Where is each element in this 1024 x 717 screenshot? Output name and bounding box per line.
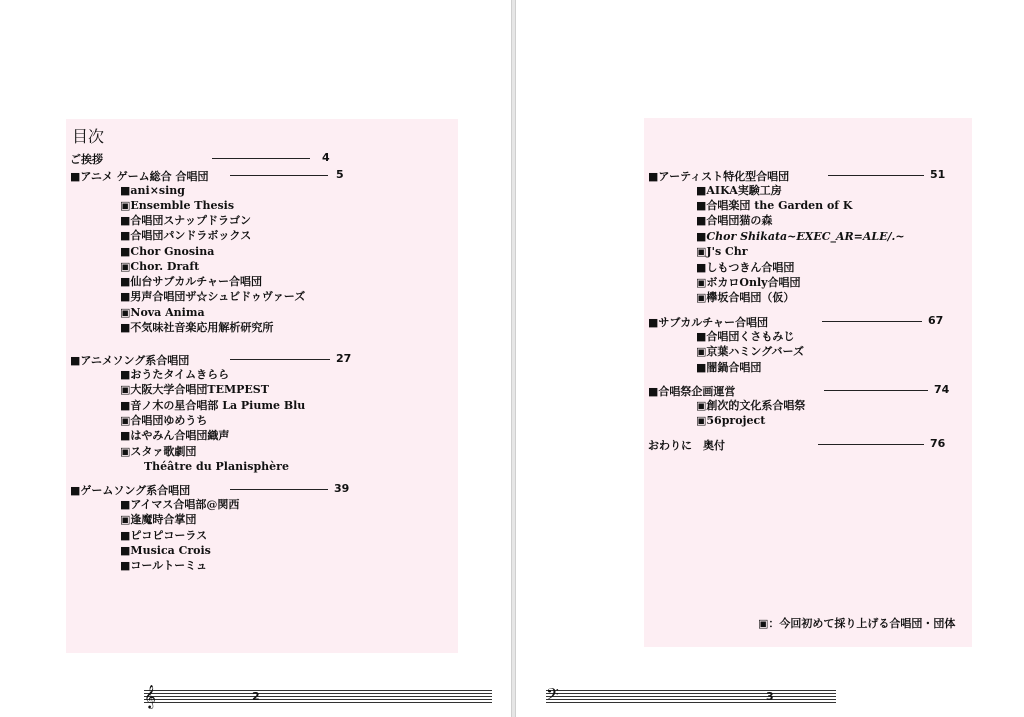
toc-item: ■しもつきん合唱団 — [696, 261, 795, 274]
toc-item: ▣Chor. Draft — [120, 260, 200, 273]
toc-entry-greeting: ご挨拶 4 — [70, 151, 330, 166]
toc-item: ■はやみん合唱団織声 — [120, 429, 230, 442]
toc-item: ▣J's Chr — [696, 245, 748, 258]
toc-item: ■コールトーミュ — [120, 559, 207, 572]
toc-item: ▣Nova Anima — [120, 306, 205, 319]
toc-section: ■アーティスト特化型合唱団 51 — [648, 168, 946, 183]
toc-item: ■合唱楽団 the Garden of K — [696, 199, 853, 212]
legend-note: ▣：今回初めて採り上げる合唱団・団体 — [758, 617, 956, 630]
toc-section: おわりに 奥付 76 — [648, 437, 946, 452]
toc-item: ■闇鍋合唱団 — [696, 361, 762, 374]
treble-clef-icon: 𝄞 — [144, 684, 156, 708]
page-number: 2 — [252, 690, 260, 703]
toc-item: ▣56project — [696, 414, 766, 427]
toc-item: ▣欅坂合唱団（仮） — [696, 291, 795, 304]
toc-item: ■合唱団パンドラボックス — [120, 229, 252, 242]
toc-item: ■おうたタイムきらら — [120, 368, 230, 381]
toc-item: ■仙台サブカルチャー合唱団 — [120, 275, 262, 288]
toc-item: ▣スタァ歌劇団 — [120, 445, 197, 458]
toc-item: ■音ノ木の星合唱部 La Piume Blu — [120, 399, 306, 412]
toc-item: ■合唱団猫の森 — [696, 214, 773, 227]
left-page — [0, 0, 511, 717]
toc-item: ▣ボカロOnly合唱団 — [696, 276, 801, 289]
toc-item: ■Chor Gnosina — [120, 245, 215, 258]
toc-section: ■合唱祭企画運営 74 — [648, 383, 950, 398]
toc-item: ■合唱団スナップドラゴン — [120, 214, 251, 227]
toc-item: ▣京葉ハミングバーズ — [696, 345, 804, 358]
toc-item: ■ani×sing — [120, 184, 185, 197]
music-staff-footer — [546, 684, 836, 708]
bass-clef-icon: 𝄢 — [546, 684, 559, 708]
toc-item: ■AIKA実験工房 — [696, 184, 782, 197]
toc-item: ■アイマス合唱部@関西 — [120, 498, 240, 511]
page-number: 3 — [766, 690, 774, 703]
music-staff-footer — [144, 684, 492, 708]
toc-item: ■Chor Shikata~EXEC_AR=ALE/.~ — [696, 230, 905, 243]
toc-section: ■アニメ ゲーム総合 合唱団 5 — [70, 168, 344, 183]
toc-item: ▣合唱団ゆめうち — [120, 414, 208, 427]
right-page — [516, 0, 1024, 717]
toc-item: ■不気味社音楽応用解析研究所 — [120, 321, 274, 334]
toc-item: ▣Ensemble Thesis — [120, 199, 235, 212]
toc-item: ▣創次的文化系合唱祭 — [696, 399, 806, 412]
toc-item: ■Musica Crois — [120, 544, 211, 557]
toc-section: ■サブカルチャー合唱団 67 — [648, 314, 944, 329]
toc-title: 目次 — [72, 127, 105, 146]
toc-item: ▣大阪大学合唱団TEMPEST — [120, 383, 269, 396]
toc-item: ▣逢魔時合掌団 — [120, 513, 197, 526]
toc-item-continued: Théâtre du Planisphère — [144, 460, 289, 473]
toc-item: ■ピコピコーラス — [120, 529, 208, 542]
toc-section: ■ゲームソング系合唱団 39 — [70, 482, 350, 497]
toc-section: ■アニメソング系合唱団 27 — [70, 352, 352, 367]
toc-item: ■合唱団くさもみじ — [696, 330, 795, 343]
toc-item: ■男声合唱団ザ☆シュビドゥヴァーズ — [120, 290, 306, 303]
